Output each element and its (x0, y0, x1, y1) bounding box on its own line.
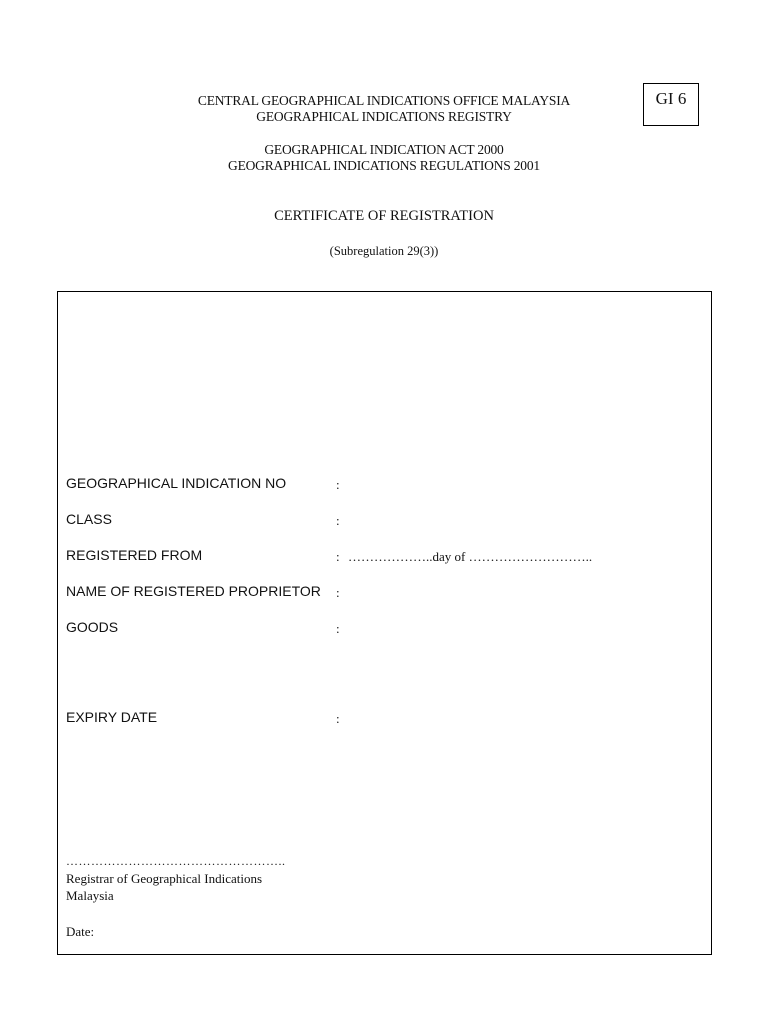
registered-from-label: REGISTERED FROM (66, 547, 203, 563)
registrar-line2: Malaysia (66, 888, 114, 903)
certificate-title: CERTIFICATE OF REGISTRATION (274, 208, 494, 224)
registrar-title (66, 870, 262, 904)
registry-name: GEOGRAPHICAL INDICATIONS REGISTRY (256, 109, 512, 124)
subregulation: (Subregulation 29(3)) (329, 244, 439, 258)
act-name: GEOGRAPHICAL INDICATION ACT 2000 (264, 142, 504, 157)
class-colon: : (336, 513, 340, 528)
expiry-date-colon: : (336, 711, 340, 726)
form-code: GI 6 (655, 89, 687, 108)
office-name: CENTRAL GEOGRAPHICAL INDICATIONS OFFICE MALAYSIA (197, 93, 571, 108)
legislation-header (0, 142, 768, 174)
proprietor-colon: : (336, 585, 340, 600)
expiry-date-label: EXPIRY DATE (66, 709, 158, 725)
proprietor-label: NAME OF REGISTERED PROPRIETOR (66, 583, 321, 599)
office-header (0, 93, 768, 125)
gi-no-label: GEOGRAPHICAL INDICATION NO (66, 475, 287, 491)
goods-colon: : (336, 621, 340, 636)
registered-from-value: ………………..day of ……………………….. (348, 549, 593, 564)
gi-no-colon: : (336, 477, 340, 492)
class-label: CLASS (66, 511, 112, 527)
registrar-line1: Registrar of Geographical Indications (66, 871, 263, 886)
regulations-name: GEOGRAPHICAL INDICATIONS REGULATIONS 2001 (228, 158, 540, 173)
registered-from-colon: : (336, 549, 340, 564)
goods-label: GOODS (66, 619, 119, 635)
date-label: Date: (66, 924, 95, 939)
signature-line: …………………………………………….. (66, 854, 286, 868)
